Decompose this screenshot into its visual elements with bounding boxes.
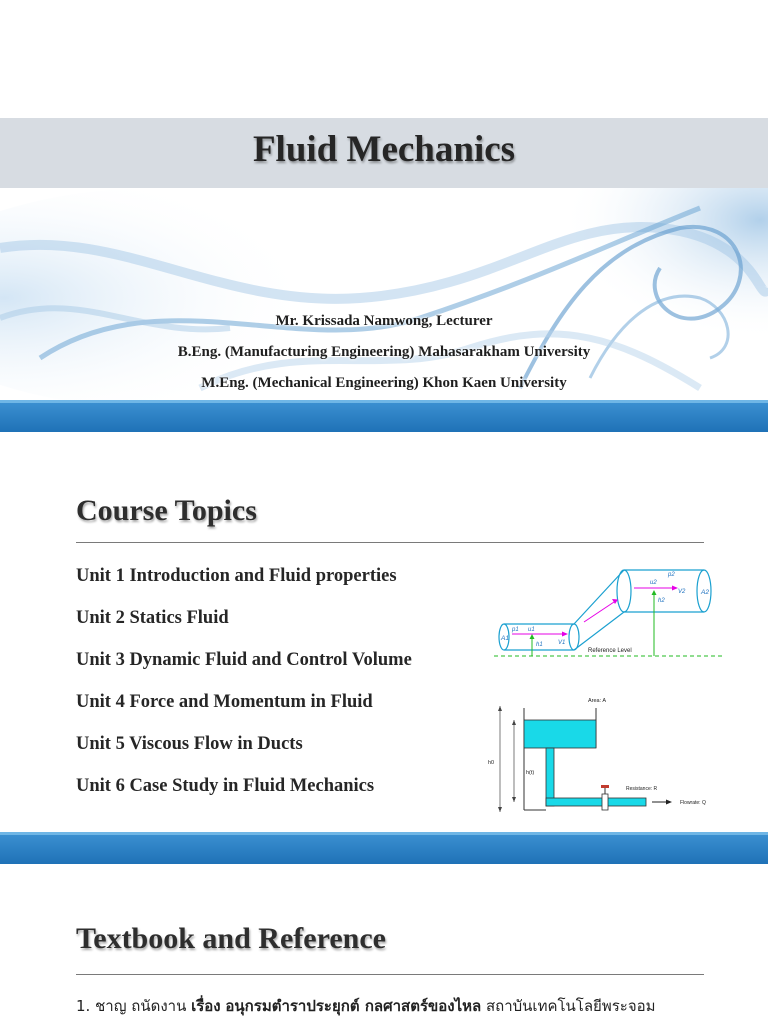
title-slide <box>0 0 768 432</box>
slide-footer-bar <box>0 832 768 864</box>
pipe-flow-diagram <box>492 562 724 662</box>
lecturer-credits <box>0 306 768 399</box>
list-item: Unit 3 Dynamic Fluid and Control Volume <box>76 650 412 670</box>
tank-liquid <box>524 720 596 748</box>
svg-text:A2: A2 <box>701 589 709 596</box>
slide-heading: Textbook and Reference <box>76 922 386 955</box>
lecturer-degree-meng: M.Eng. (Mechanical Engineering) Khon Kaen University <box>201 375 567 391</box>
svg-text:p1: p1 <box>512 627 519 633</box>
slide-footer-bar <box>0 400 768 432</box>
reference-author: ชาญ ถนัดงาน <box>95 997 187 1015</box>
list-item: Unit 4 Force and Momentum in Fluid <box>76 692 373 712</box>
svg-text:h0: h0 <box>488 760 495 766</box>
svg-text:u1: u1 <box>528 627 535 633</box>
reference-prefix: เรื่อง <box>191 997 221 1015</box>
heading-divider <box>76 974 704 975</box>
svg-text:h2: h2 <box>658 598 665 604</box>
list-item: Unit 5 Viscous Flow in Ducts <box>76 734 303 754</box>
svg-text:A1: A1 <box>501 635 509 642</box>
textbook-slide <box>0 864 768 1024</box>
svg-text:V1: V1 <box>558 640 566 646</box>
svg-text:Flowrate: Q: Flowrate: Q <box>680 800 706 806</box>
reference-level-label: Reference Level <box>588 648 632 654</box>
svg-text:V2: V2 <box>678 589 686 595</box>
reference-number: 1. <box>76 997 91 1015</box>
svg-text:h(t): h(t) <box>526 770 535 776</box>
list-item: Unit 6 Case Study in Fluid Mechanics <box>76 776 375 796</box>
heading-divider <box>76 542 704 543</box>
topic-list <box>76 560 412 812</box>
svg-text:h1: h1 <box>536 642 543 648</box>
svg-text:u2: u2 <box>650 580 657 586</box>
reference-title: อนุกรมตำราประยุกต์ กลศาสตร์ของไหล <box>225 997 482 1015</box>
svg-text:p2: p2 <box>668 572 675 578</box>
reference-publisher: สถาบันเทคโนโลยีพระจอม <box>486 997 656 1015</box>
slide-heading: Course Topics <box>76 494 257 527</box>
svg-text:Area: A: Area: A <box>588 698 607 704</box>
valve-icon <box>602 794 608 810</box>
course-topics-slide <box>0 432 768 864</box>
list-item: Unit 1 Introduction and Fluid properties <box>76 566 397 586</box>
lecturer-degree-beng: B.Eng. (Manufacturing Engineering) Mahasarakham University <box>177 344 591 360</box>
reference-entry <box>76 992 716 1020</box>
slide-title: Fluid Mechanics <box>252 129 516 170</box>
lecturer-name: Mr. Krissada Namwong, Lecturer <box>275 313 493 329</box>
svg-text:Resistance: R: Resistance: R <box>626 786 658 792</box>
tank-drain-diagram <box>486 694 726 818</box>
list-item: Unit 2 Statics Fluid <box>76 608 229 628</box>
